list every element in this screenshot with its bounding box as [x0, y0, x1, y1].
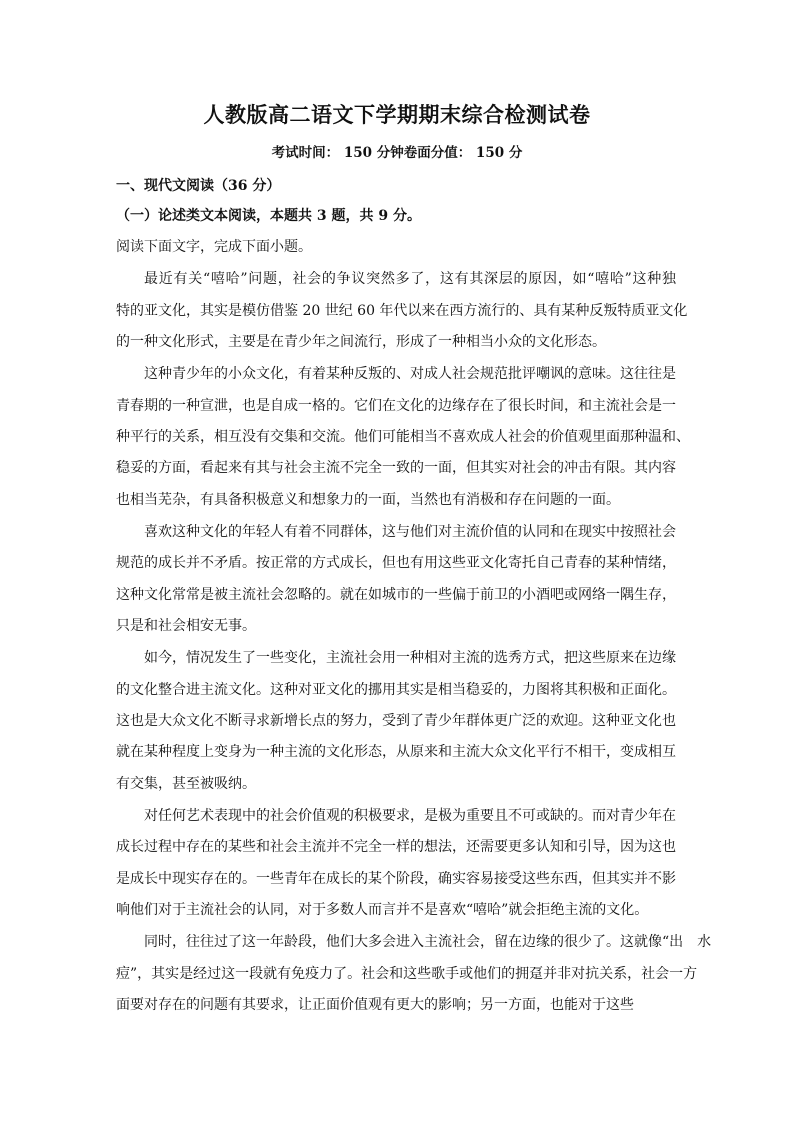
- passage-line: 这种文化常常是被主流社会忽略的。就在如城市的一些偏于前卫的小酒吧或网络一隅生存，: [116, 587, 676, 603]
- passage-line: 稳妥的方面，看起来有其与社会主流不完全一致的一面，但其实对社会的冲击有限。其内容: [116, 460, 676, 476]
- passage-line: 这种青少年的小众文化，有着某种反叛的、对成人社会规范批评嘲讽的意味。这往往是: [144, 366, 676, 382]
- passage-line: 种平行的关系，相互没有交集和交流。他们可能相当不喜欢成人社会的价值观里面那种温和、: [116, 429, 690, 445]
- passage-line: 的文化整合进主流文化。这种对亚文化的挪用其实是相当稳妥的，力图将其积极和正面化。: [116, 682, 676, 698]
- exam-time-and-score: 考试时间： 150 分钟卷面分值： 150 分: [271, 145, 523, 161]
- passage-line: 最近有关“嘻哈”问题，社会的争议突然多了，这有其深层的原因，如“嘻哈”这种独: [144, 271, 676, 287]
- passage-line: 也相当芜杂，有具备积极意义和想象力的一面，当然也有消极和存在问题的一面。: [116, 492, 620, 508]
- passage-line: 就在某种程度上变身为一种主流的文化形态，从原来和主流大众文化平行不相干，变成相互: [116, 744, 676, 760]
- passage-line: 的一种文化形式，主要是在青少年之间流行，形成了一种相当小众的文化形态。: [116, 334, 606, 350]
- reading-instruction: 阅读下面文字，完成下面小题。: [116, 239, 312, 255]
- passage-line: 喜欢这种文化的年轻人有着不同群体，这与他们对主流价值的认同和在现实中按照社会: [144, 524, 676, 540]
- passage-line: 同时，往往过了这一年龄段，他们大多会进入主流社会，留在边缘的很少了。这就像“出 水: [144, 934, 712, 950]
- section-heading-modern-reading: 一、现代文阅读（36 分）: [116, 178, 281, 194]
- passage-line: 是成长中现实存在的。一些青年在成长的某个阶段，确实容易接受这些东西，但其实并不影: [116, 871, 676, 887]
- passage-line: 青春期的一种宣泄，也是自成一格的。它们在文化的边缘存在了很长时间，和主流社会是一: [116, 398, 676, 414]
- subsection-heading-argumentative: （一）论述类文本阅读，本题共 3 题，共 9 分。: [116, 208, 421, 224]
- passage-line: 只是和社会相安无事。: [116, 618, 256, 634]
- passage-line: 这也是大众文化不断寻求新增长点的努力，受到了青少年群体更广泛的欢迎。这种亚文化也: [116, 713, 676, 729]
- passage-line: 如今，情况发生了一些变化，主流社会用一种相对主流的选秀方式，把这些原来在边缘: [144, 650, 676, 666]
- passage-line: 特的亚文化，其实是模仿借鉴 20 世纪 60 年代以来在西方流行的、具有某种反叛特质亚文化: [116, 303, 688, 319]
- passage-line: 对任何艺术表现中的社会价值观的积极要求，是极为重要且不可或缺的。而对青少年在: [144, 808, 676, 824]
- passage-line: 成长过程中存在的某些和社会主流并不完全一样的想法，还需要更多认知和引导，因为这也: [116, 839, 676, 855]
- passage-line: 有交集，甚至被吸纳。: [116, 776, 256, 792]
- exam-title: 人教版高二语文下学期期末综合检测试卷: [203, 102, 591, 127]
- passage-line: 面要对存在的问题有其要求，让正面价值观有更大的影响；另一方面，也能对于这些: [116, 997, 634, 1013]
- passage-line: 痘”，其实是经过这一段就有免疫力了。社会和这些歌手或他们的拥趸并非对抗关系，社会一方: [116, 966, 698, 982]
- passage-line: 规范的成长并不矛盾。按正常的方式成长，但也有用这些亚文化寄托自己青春的某种情绪，: [116, 555, 676, 571]
- passage-line: 响他们对于主流社会的认同，对于多数人而言并不是喜欢“嘻哈”就会拒绝主流的文化。: [116, 902, 649, 918]
